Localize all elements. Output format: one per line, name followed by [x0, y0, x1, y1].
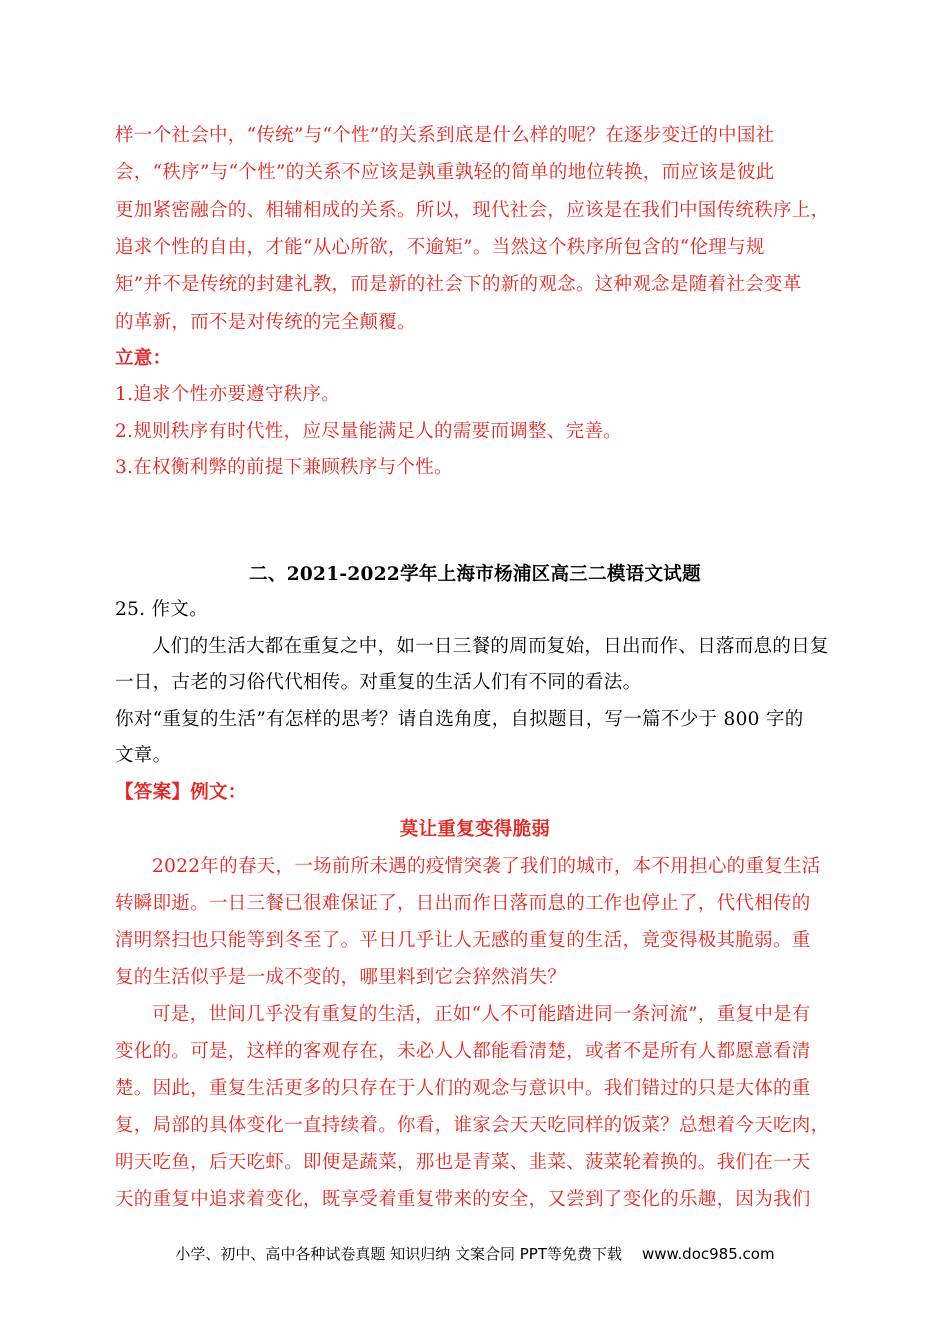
essay-line: 复，局部的具体变化一直持续着。你看，谁家会天天吃同样的饭菜？总想着今天吃肉， — [115, 1115, 830, 1136]
intro-line: 会，“秩序”与“个性”的关系不应该是孰重孰轻的简单的地位转换，而应该是彼此 — [115, 162, 775, 183]
lyi-point: 1.追求个性亦要遵守秩序。 — [115, 384, 341, 405]
intro-line: 的革新，而不是对传统的完全颠覆。 — [115, 312, 416, 333]
prompt-line: 文章。 — [115, 745, 172, 766]
essay-line: 变化的。可是，这样的客观存在，未必人人都能看清楚，或者不是所有人都愿意看清 — [115, 1041, 811, 1062]
essay-line: 天的重复中追求着变化，既享受着重复带来的安全，又尝到了变化的乐趣，因为我们 — [115, 1189, 811, 1210]
prompt-line: 你对“重复的生活”有怎样的思考？请自选角度，自拟题目，写一篇不少于 800 字的 — [115, 709, 804, 730]
lyi-point: 3.在权衡利弊的前提下兼顾秩序与个性。 — [115, 457, 453, 478]
intro-line: 矩”并不是传统的封建礼教，而是新的社会下的新的观念。这种观念是随着社会变革 — [115, 274, 802, 295]
essay-line: 清明祭扫也只能等到冬至了。平日几乎让人无感的重复的生活，竟变得极其脆弱。重 — [115, 930, 811, 951]
section-title: 二、2021-2022学年上海市杨浦区高三二模语文试题 — [249, 564, 701, 585]
intro-line: 更加紧密融合的、相辅相成的关系。所以，现代社会，应该是在我们中国传统秩序上， — [115, 200, 830, 221]
essay-line: 复的生活似乎是一成不变的，哪里料到它会猝然消失？ — [115, 967, 567, 988]
intro-line: 追求个性的自由，才能“从心所欲，不逾矩”。当然这个秩序所包含的“伦理与规 — [115, 237, 765, 258]
lyi-heading: 立意： — [115, 348, 172, 369]
intro-line: 样一个社会中，“传统”与“个性”的关系到底是什么样的呢？在逐步变迁的中国社 — [115, 125, 775, 146]
page-footer — [0, 1243, 950, 1264]
question-label: 25. 作文。 — [115, 599, 208, 620]
essay-line: 转瞬即逝。一日三餐已很难保证了，日出而作日落而息的工作也停止了，代代相传的 — [115, 893, 811, 914]
answer-label: 【答案】例文： — [115, 782, 247, 803]
essay-line: 可是，世间几乎没有重复的生活，正如“人不可能踏进同一条河流”，重复中是有 — [152, 1004, 811, 1025]
essay-title: 莫让重复变得脆弱 — [399, 819, 551, 840]
prompt-line: 人们的生活大都在重复之中，如一日三餐的周而复始，日出而作、日落而息的日复 — [152, 636, 829, 657]
essay-line: 2022年的春天，一场前所未遇的疫情突袭了我们的城市，本不用担心的重复生活 — [152, 856, 821, 877]
footer-link[interactable]: www.doc985.com — [641, 1245, 775, 1263]
prompt-line: 一日，古老的习俗代代相传。对重复的生活人们有不同的看法。 — [115, 672, 642, 693]
essay-line: 楚。因此，重复生活更多的只存在于人们的观念与意识中。我们错过的只是大体的重 — [115, 1078, 811, 1099]
footer-text: 小学、初中、高中各种试卷真题 知识归纳 文案合同 PPT等免费下载 — [175, 1245, 622, 1263]
essay-line: 明天吃鱼，后天吃虾。即便是蔬菜，那也是青菜、韭菜、菠菜轮着换的。我们在一天 — [115, 1152, 811, 1173]
lyi-point: 2.规则秩序有时代性，应尽量能满足人的需要而调整、完善。 — [115, 421, 623, 442]
